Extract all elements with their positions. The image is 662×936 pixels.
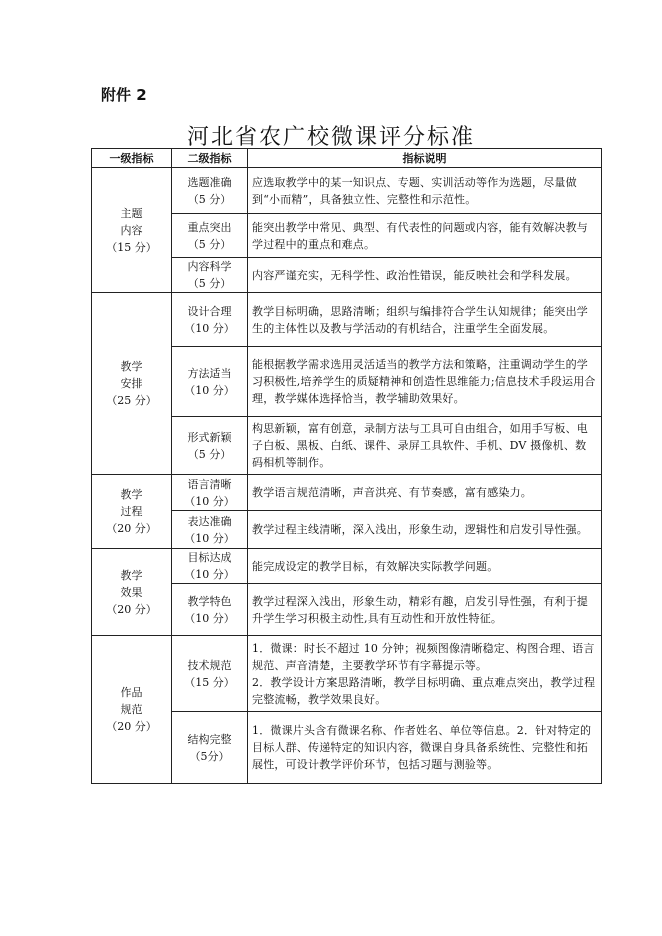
description-cell: 教学语言规范清晰，声音洪亮、有节奏感，富有感染力。 <box>248 475 602 511</box>
level2-cell: 目标达成 （10 分） <box>172 549 248 584</box>
table-row <box>92 475 602 511</box>
description-cell: 内容严谨充实，无科学性、政治性错误，能反映社会和学科发展。 <box>248 258 602 293</box>
description-cell: 构思新颖，富有创意，录制方法与工具可自由组合，如用手写板、电子白板、黑板、白纸、课件、录屏工具软件、手机、DV 摄像机、数码相机等制作。 <box>248 417 602 475</box>
description-cell: 能完成设定的教学目标，有效解决实际教学问题。 <box>248 549 602 584</box>
document-title: 河北省农广校微课评分标准 <box>186 125 475 150</box>
header-level1: 一级指标 <box>92 149 172 168</box>
table-row <box>92 168 602 214</box>
table-row <box>92 293 602 347</box>
description-cell: 教学过程深入浅出，形象生动，精彩有趣，启发引导性强，有利于提升学生学习积极主动性,具有互动性和开放性特征。 <box>248 584 602 636</box>
table-row <box>92 636 602 712</box>
description-cell: 1．微课片头含有微课名称、作者姓名、单位等信息。2．针对特定的目标人群、传递特定的知识内容，微课自身具备系统性、完整性和拓展性，可设计教学评价环节，包括习题与测验等。 <box>248 712 602 784</box>
description-cell: 教学目标明确，思路清晰；组织与编排符合学生认知规律；能突出学生的主体性以及教与学活动的有机结合，注重学生全面发展。 <box>248 293 602 347</box>
description-cell: 教学过程主线清晰，深入浅出，形象生动，逻辑性和启发引导性强。 <box>248 511 602 549</box>
header-level2: 二级指标 <box>172 149 248 168</box>
description-cell: 应选取教学中的某一知识点、专题、实训活动等作为选题，尽量做到“小而精”，具备独立性、完整性和示范性。 <box>248 168 602 214</box>
level2-cell: 设计合理 （10 分） <box>172 293 248 347</box>
level1-cell: 作品 规范 （20 分） <box>92 636 172 784</box>
header-description: 指标说明 <box>248 149 602 168</box>
description-cell: 能突出教学中常见、典型、有代表性的问题或内容，能有效解决教与学过程中的重点和难点。 <box>248 214 602 258</box>
description-cell: 1．微课：时长不超过 10 分钟；视频图像清晰稳定、构图合理、语言规范、声音清楚，主要教学环节有字幕提示等。 2．教学设计方案思路清晰，教学目标明确、重点难点突出，教学过程完整流畅，教学效果良好。 <box>248 636 602 712</box>
level2-cell: 教学特色 （10 分） <box>172 584 248 636</box>
level1-cell: 教学 安排 （25 分） <box>92 293 172 475</box>
level2-cell: 形式新颖 （5 分） <box>172 417 248 475</box>
criteria-table <box>91 148 602 784</box>
level2-cell: 语言清晰 （10 分） <box>172 475 248 511</box>
level2-cell: 选题准确 （5 分） <box>172 168 248 214</box>
level2-cell: 技术规范 （15 分） <box>172 636 248 712</box>
level1-cell: 主题 内容 （15 分） <box>92 168 172 293</box>
level1-cell: 教学 效果 （20 分） <box>92 549 172 636</box>
level2-cell: 内容科学 （5 分） <box>172 258 248 293</box>
table-header-row <box>92 149 602 168</box>
table-row <box>92 549 602 584</box>
attachment-label: 附件 2 <box>101 86 147 104</box>
level2-cell: 结构完整 （5分） <box>172 712 248 784</box>
level2-cell: 表达准确 （10 分） <box>172 511 248 549</box>
level1-cell: 教学 过程 （20 分） <box>92 475 172 549</box>
level2-cell: 方法适当 （10 分） <box>172 347 248 417</box>
description-cell: 能根据教学需求选用灵活适当的教学方法和策略，注重调动学生的学习积极性,培养学生的质疑精神和创造性思维能力;信息技术手段运用合理，教学媒体选择恰当，教学辅助效果好。 <box>248 347 602 417</box>
level2-cell: 重点突出 （5 分） <box>172 214 248 258</box>
